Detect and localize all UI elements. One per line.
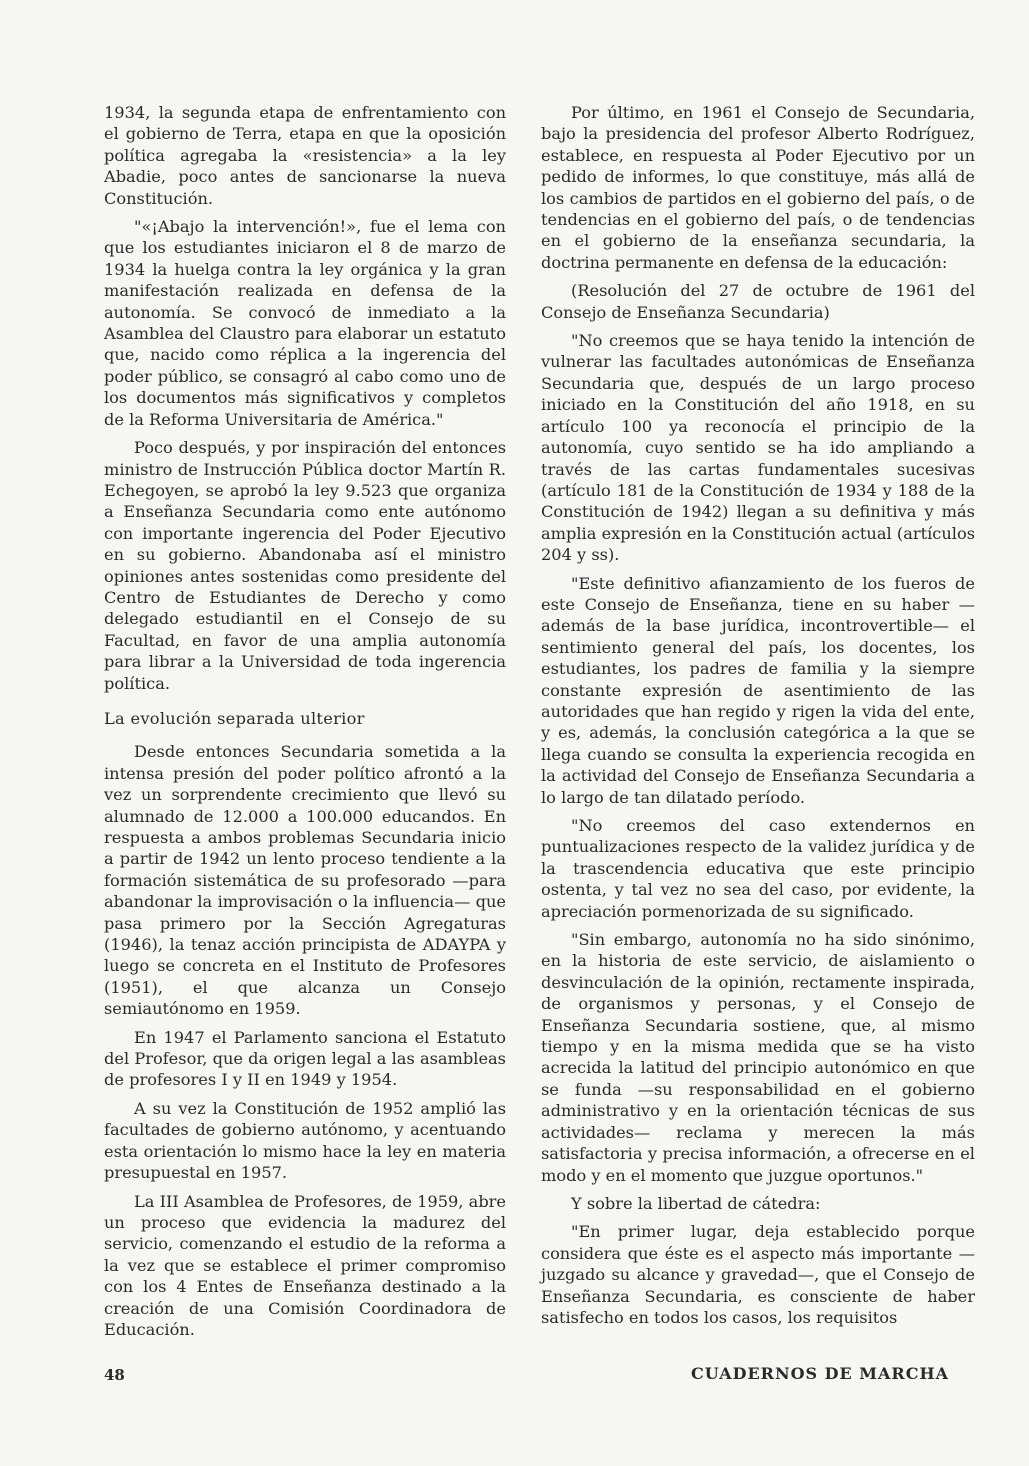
- paragraph: "No creemos que se haya tenido la intención de vulnerar las facultades autonómicas de Enseñanza Secundaria que, después de un largo proceso iniciado en la Constitución del año 1918, en su artículo 100 ya reconocía el principio de la autonomía, cuyo sentido se ha ido ampliando a través de las cartas fundamentales sucesivas (artículo 181 de la Constitución de 1934 y 188 de la Constitución de 1942) llegan a su definitiva y más amplia expresión en la Constitución actual (artículos 204 y ss).: [541, 331, 975, 565]
- journal-name: CUADERNOS DE MARCHA: [691, 1364, 949, 1383]
- paragraph: 1934, la segunda etapa de enfrentamiento con el gobierno de Terra, etapa en que la oposición política agregaba la «resistencia» a la ley Abadie, poco antes de sancionarse la nueva Constitución.: [104, 103, 506, 208]
- right-column: [541, 102, 975, 1335]
- page-number: 48: [104, 1366, 125, 1384]
- paragraph: Por último, en 1961 el Consejo de Secundaria, bajo la presidencia del profesor Alberto Rodríguez, establece, en respuesta al Poder Ejecutivo por un pedido de informes, lo que constituye, más allá de los cambios de partidos en el gobierno del país, o de tendencias en el gobierno del país, o de tendencias en el gobierno de la enseñanza secundaria, la doctrina permanente en defensa de la educación:: [541, 103, 975, 272]
- paragraph: Desde entonces Secundaria sometida a la intensa presión del poder político afrontó a la vez un sorprendente crecimiento que llevó su alumnado de 12.000 a 100.000 educandos. En respuesta a ambos problemas Secundaria inicio a partir de 1942 un lento proceso tendiente a la formación sistemática de su profesorado —para abandonar la improvisación o la influencia— que pasa primero por la Sección Agregaturas (1946), la tenaz acción principista de ADAYPA y luego se concreta en el Instituto de Profesores (1951), el que alcanza un Consejo semiautónomo en 1959.: [104, 742, 506, 1019]
- paragraph: "En primer lugar, deja establecido porque considera que éste es el aspecto más importante —juzgado su alcance y gravedad—, que el Consejo de Enseñanza Secundaria, es consciente de haber satisfecho en todos los casos, los requisitos: [541, 1222, 975, 1327]
- left-column: [104, 102, 506, 1347]
- paragraph: (Resolución del 27 de octubre de 1961 del Consejo de Enseñanza Secundaria): [541, 281, 975, 322]
- paragraph: "Este definitivo afianzamiento de los fueros de este Consejo de Enseñanza, tiene en su haber —además de la base jurídica, incontrovertible— el sentimiento general del país, los docentes, los estudiantes, los padres de familia y la siempre constante expresión de asentimiento de las autoridades que han regido y rigen la vida del ente, y es, además, la conclusión categórica a la que se llega cuando se consulta la experiencia recogida en la actividad del Consejo de Enseñanza Secundaria a lo largo de tan dilatado período.: [541, 573, 975, 807]
- paragraph: A su vez la Constitución de 1952 amplió las facultades de gobierno autónomo, y acentuando esta orientación lo mismo hace la ley en materia presupuestal en 1957.: [104, 1098, 506, 1183]
- paragraph: La III Asamblea de Profesores, de 1959, abre un proceso que evidencia la madurez del servicio, comenzando el estudio de la reforma a la vez que se establece el primer compromiso con los 4 Entes de Enseñanza destinado a la creación de una Comisión Coordinadora de Educación.: [104, 1191, 506, 1339]
- paragraph: En 1947 el Parlamento sanciona el Estatuto del Profesor, que da origen legal a las asambleas de profesores I y II en 1949 y 1954.: [104, 1027, 506, 1090]
- paragraph: Poco después, y por inspiración del entonces ministro de Instrucción Pública doctor Martín R. Echegoyen, se aprobó la ley 9.523 que organiza a Enseñanza Secundaria como ente autónomo con importante ingerencia del Poder Ejecutivo en su gobierno. Abandonaba así el ministro opiniones antes sostenidas como presidente del Centro de Estudiantes de Derecho y como delegado estudiantil en el Consejo de su Facultad, en favor de una amplia autonomía para librar a la Universidad de toda ingerencia política.: [104, 438, 506, 693]
- section-heading: La evolución separada ulterior: [104, 708, 365, 728]
- paragraph: "No creemos del caso extendernos en puntualizaciones respecto de la validez jurídica y de la trascendencia educativa que este principio ostenta, y tal vez no sea del caso, por evidente, la apreciación pormenorizada de su significado.: [541, 816, 975, 921]
- paragraph: Y sobre la libertad de cátedra:: [571, 1193, 821, 1213]
- paragraph: "Sin embargo, autonomía no ha sido sinónimo, en la historia de este servicio, de aislamiento o desvinculación de la opinión, rectamente inspirada, de organismos y personas, y el Consejo de Enseñanza Secundaria sostiene, que, al mismo tiempo y en la misma medida que se ha visto acrecida la latitud del principio autonómico en que se funda —su responsabilidad en el gobierno administrativo y en la orientación técnicas de sus actividades— reclama y merecen la más satisfactoria y precisa información, a ofrecerse en el modo y en el momento que juzgue oportunos.": [541, 930, 975, 1185]
- paragraph: "«¡Abajo la intervención!», fue el lema con que los estudiantes iniciaron el 8 de marzo de 1934 la huelga contra la ley orgánica y la gran manifestación realizada en defensa de la autonomía. Se convocó de inmediato a la Asamblea del Claustro para elaborar un estatuto que, nacido como réplica a la ingerencia del poder público, se consagró al cabo como uno de los documentos más significativos y completos de la Reforma Universitaria de América.": [104, 217, 506, 429]
